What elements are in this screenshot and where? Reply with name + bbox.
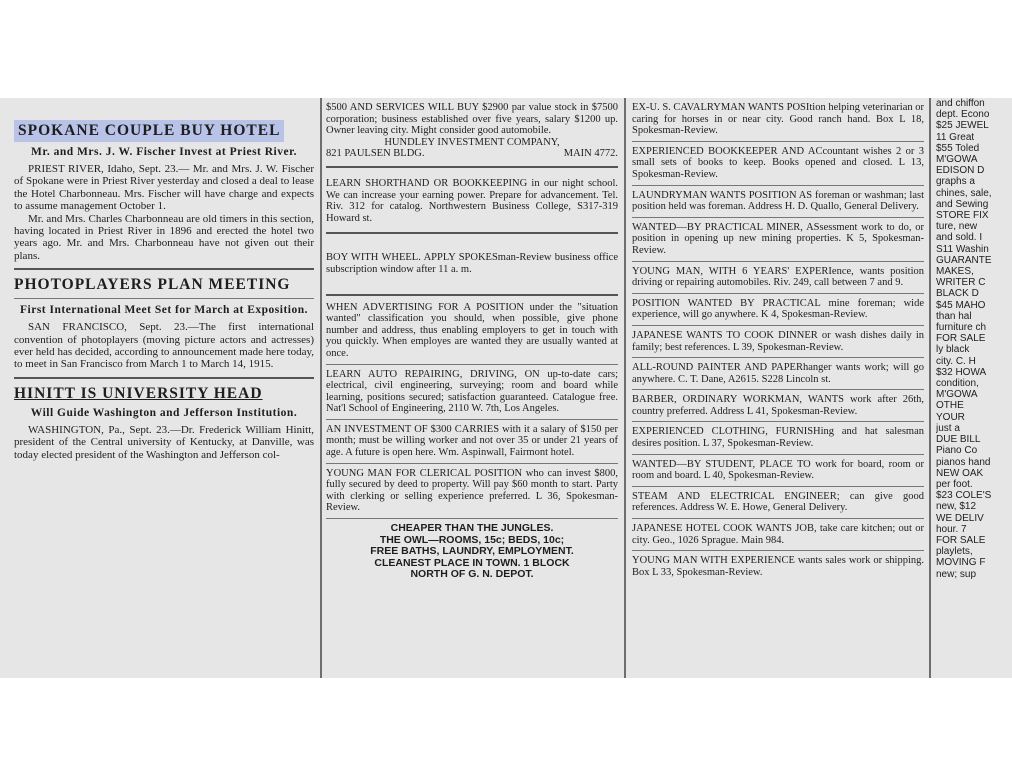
classified-ad: WANTED—BY PRACTICAL MINER, ASsessment work to do, or position in opening up new mining properties. K 5, Spokesman-Review. — [632, 221, 924, 256]
cropped-line: and chiffon — [936, 98, 985, 109]
cropped-line: WE DELIV — [936, 512, 984, 524]
news-column — [14, 98, 314, 678]
cropped-line: NEW OAK — [936, 467, 984, 479]
classified-ad: POSITION WANTED BY PRACTICAL mine foreman; wide experience, will go anywhere. K 4, Spokesman-Review. — [632, 297, 924, 321]
ad-company: HUNDLEY INVESTMENT COMPANY, — [384, 136, 560, 148]
cropped-line: FOR SALE — [936, 534, 986, 546]
cropped-line: playlets, — [936, 546, 973, 558]
article-divider — [14, 268, 314, 270]
ad-divider — [632, 454, 924, 455]
ad-divider — [632, 217, 924, 218]
classified-ad: LEARN SHORTHAND OR BOOKKEEPING in our night school. We can increase your earning power. Prepare for advancement. Tel. Riv. 312 for catalog. Northwestern Business College, S317-319 Howard st. — [326, 177, 618, 224]
cropped-line: S11 Washin — [936, 243, 989, 255]
cropped-line: M'GOWA — [936, 389, 978, 401]
cropped-line: FOR SALE — [936, 333, 986, 345]
display-ad — [326, 523, 618, 581]
ad-divider — [326, 166, 618, 168]
article-dek: First International Meet Set for March at Exposition. — [20, 304, 308, 317]
headline-rule — [14, 298, 314, 299]
ad-divider — [632, 357, 924, 358]
ad-address-line — [326, 148, 618, 160]
cropped-line: $25 JEWEL — [936, 120, 989, 132]
cropped-line: $55 Toled — [936, 142, 980, 154]
ad-divider — [632, 141, 924, 142]
cropped-line: MAKES, — [936, 266, 974, 278]
display-ad-line: CHEAPER THAN THE JUNGLES. — [390, 522, 554, 535]
ad-divider — [632, 185, 924, 186]
cropped-line: STORE FIX — [936, 210, 989, 222]
article-headline: HINITT IS UNIVERSITY HEAD — [14, 384, 263, 402]
classified-ad: EXPERIENCED BOOKKEEPER AND ACcountant wishes 2 or 3 small sets of books to keep. Books opened and closed. L 13, Spokesman-Review. — [632, 145, 924, 180]
cropped-line: BLACK D — [936, 288, 979, 300]
classified-ad: LAUNDRYMAN WANTS POSITION AS foreman or washman; last position held was foreman. Address H. D. Quallo, General Delivery. — [632, 189, 924, 213]
classified-ad: $500 AND SERVICES WILL BUY $2900 par value stock in $7500 corporation; business established over five years, salary $1200 up. Owner leaving city. Might consider good automobile. — [326, 102, 618, 137]
classified-ad: YOUNG MAN FOR CLERICAL POSITION who can invest $800, fully secured by deed to property. Will pay $60 month to start. Party with clerking or selling experience preferred. L 36, Spokesman-Review. — [326, 467, 618, 514]
ad-divider — [326, 294, 618, 296]
ad-divider — [632, 293, 924, 294]
ad-divider — [632, 550, 924, 551]
cropped-line: per foot. — [936, 478, 973, 490]
cropped-line: DUE BILL — [936, 434, 981, 446]
classified-ad: EXPERIENCED CLOTHING, FURNISHing and hat salesman desires position. L 37, Spokesman-Review. — [632, 426, 924, 450]
cropped-line: $32 HOWA — [936, 366, 987, 378]
ad-divider — [326, 463, 618, 464]
display-ad-line: NORTH OF G. N. DEPOT. — [410, 568, 534, 581]
ad-divider — [326, 518, 618, 519]
cropped-line: chines, sale, — [936, 187, 992, 199]
article-paragraph: PRIEST RIVER, Idaho, Sept. 23.— Mr. and Mrs. J. W. Fischer of Spokane were in Priest River yesterday and closed a deal to lease the Hotel Charbonneau. Mrs. Fischer will have charge and expects to assume management October 1. — [14, 163, 314, 213]
cropped-line: Piano Co — [936, 445, 978, 457]
article-dek: Will Guide Washington and Jefferson Institution. — [30, 406, 298, 419]
cropped-line: M'GOWA — [936, 154, 978, 166]
cropped-line: new; sup — [936, 568, 977, 580]
cropped-line: ly black — [936, 344, 970, 356]
cropped-line: and Sewing — [936, 198, 989, 210]
classified-ad: YOUNG MAN, WITH 6 YEARS' EXPERIence, wants position driving or repairing automobiles. Riv. 249, call between 7 and 9. — [632, 265, 924, 289]
ad-divider — [326, 364, 618, 365]
cropped-line: than hal — [936, 310, 972, 322]
article-paragraph: Mr. and Mrs. Charles Charbonneau are old timers in this section, having located in Priest River in 1896 and erected the hotel two years ago. Mr. and Mrs. Charbonneau have not given out their plans. — [14, 212, 314, 262]
ad-divider — [326, 232, 618, 234]
classified-ad: STEAM AND ELECTRICAL ENGINEER; can give good references. Address W. E. Howe, General Delivery. — [632, 490, 924, 514]
cropped-line: $45 MAHO — [936, 299, 986, 311]
cropped-line: pianos hand — [936, 456, 991, 468]
cropped-line: just a — [936, 422, 960, 434]
classified-ad: EX-U. S. CAVALRYMAN WANTS POSItion helping veterinarian or caring for horses in or near city. Good ranch hand. Box L 18, Spokesman-Review. — [632, 102, 924, 137]
newspaper-clipping — [0, 98, 1012, 678]
column-rule — [929, 98, 931, 678]
cropped-line: WRITER C — [936, 277, 986, 289]
ad-divider — [632, 486, 924, 487]
classified-ad: BOY WITH WHEEL. APPLY SPOKESman-Review business office subscription window after 11 a. m. — [326, 252, 618, 275]
column-rule — [624, 98, 626, 678]
article-paragraph: WASHINGTON, Pa., Sept. 23.—Dr. Frederick William Hinitt, president of the Central university of Kentucky, at Danville, was today elected president of the Washington and Jefferson col- — [14, 423, 314, 461]
cropped-line: city. C. H — [936, 355, 976, 367]
cropped-line: MOVING F — [936, 557, 986, 569]
cropped-line: condition, — [936, 378, 979, 390]
classified-ad: BARBER, ORDINARY WORKMAN, WANTS work after 26th, country preferred. Address L 41, Spokesman-Review. — [632, 394, 924, 417]
classified-column — [326, 98, 618, 678]
ad-divider — [632, 325, 924, 326]
article-headline: PHOTOPLAYERS PLAN MEETING — [14, 276, 291, 294]
ad-divider — [632, 261, 924, 262]
ad-address: 821 PAULSEN BLDG. — [326, 148, 425, 160]
ad-divider — [632, 421, 924, 422]
classified-ad: AN INVESTMENT OF $300 CARRIES with it a salary of $150 per month; must be willing worker and not over 35 or under 21 years of age. A future is open here. Wm. Aspinwall, Fairmont hotel. — [326, 423, 618, 459]
cropped-line: graphs a — [936, 176, 975, 188]
cropped-line: 11 Great — [936, 131, 975, 143]
ad-divider — [632, 389, 924, 390]
classified-ad: YOUNG MAN WITH EXPERIENCE wants sales work or shipping. Box L 33, Spokesman-Review. — [632, 555, 924, 578]
display-ad-line: CLEANEST PLACE IN TOWN. 1 BLOCK — [374, 556, 570, 569]
classified-ad: WHEN ADVERTISING FOR A POSITION under the "situation wanted" classification you should, when possible, give phone number and address, thus enabling employers to get in touch with you quickly. When employes are wanted they are usually wanted at once. — [326, 301, 618, 359]
cropped-column — [936, 98, 1012, 678]
cropped-lines — [936, 98, 1012, 580]
highlighted-headline: SPOKANE COUPLE BUY HOTEL — [14, 120, 284, 142]
cropped-line: $23 COLE'S — [936, 490, 992, 502]
column-rule — [320, 98, 322, 678]
ad-divider — [632, 518, 924, 519]
ad-phone: MAIN 4772. — [563, 148, 618, 160]
cropped-line: ture, new — [936, 221, 978, 233]
cropped-line: OTHE — [936, 400, 964, 412]
article-paragraph: SAN FRANCISCO, Sept. 23.—The first international convention of photoplayers (moving picture actors and actresses) ever held has decided, according to announcement made here today, to meet in San Francisco from March 1 to March 14, 1915. — [14, 321, 314, 371]
classified-ad: ALL-ROUND PAINTER AND PAPERhanger wants work; will go anywhere. C. T. Dane, A2615. S228 Lincoln st. — [632, 362, 924, 385]
ad-divider — [326, 419, 618, 420]
display-ad-line: THE OWL—ROOMS, 15c; BEDS, 10c; — [379, 533, 565, 546]
classified-column — [632, 98, 924, 678]
display-ad-line: FREE BATHS, LAUNDRY, EMPLOYMENT. — [370, 545, 574, 558]
cropped-line: and sold. I — [936, 232, 983, 244]
cropped-line: furniture ch — [936, 322, 987, 334]
classified-ad: JAPANESE HOTEL COOK WANTS JOB, take care kitchen; out or city. Geo., 1026 Sprague. Main 984. — [632, 523, 924, 546]
classified-ad: WANTED—BY STUDENT, PLACE TO work for board, room or room and board. L 40, Spokesman-Review. — [632, 458, 924, 482]
cropped-line: EDISON D — [936, 165, 985, 177]
cropped-line: new, $12 — [936, 501, 977, 513]
cropped-line: YOUR — [936, 411, 965, 423]
article-dek: Mr. and Mrs. J. W. Fischer Invest at Priest River. — [30, 146, 298, 158]
cropped-line: GUARANTE — [936, 254, 992, 266]
cropped-line: dept. Econo — [936, 109, 990, 121]
classified-ad: LEARN AUTO REPAIRING, DRIVING, ON up-to-date cars; electrical, civil engineering, surveying; room and board while learning, positions secured; satisfaction guaranteed. Catalogue free. Nat'l School of Engineering, 2110 W. 7th, Los Angeles. — [326, 368, 618, 415]
cropped-line: hour. 7 — [936, 523, 967, 535]
classified-ad: JAPANESE WANTS TO COOK DINNER or wash dishes daily in family; best references. L 39, Spokesman-Review. — [632, 329, 924, 353]
article-divider — [14, 377, 314, 379]
